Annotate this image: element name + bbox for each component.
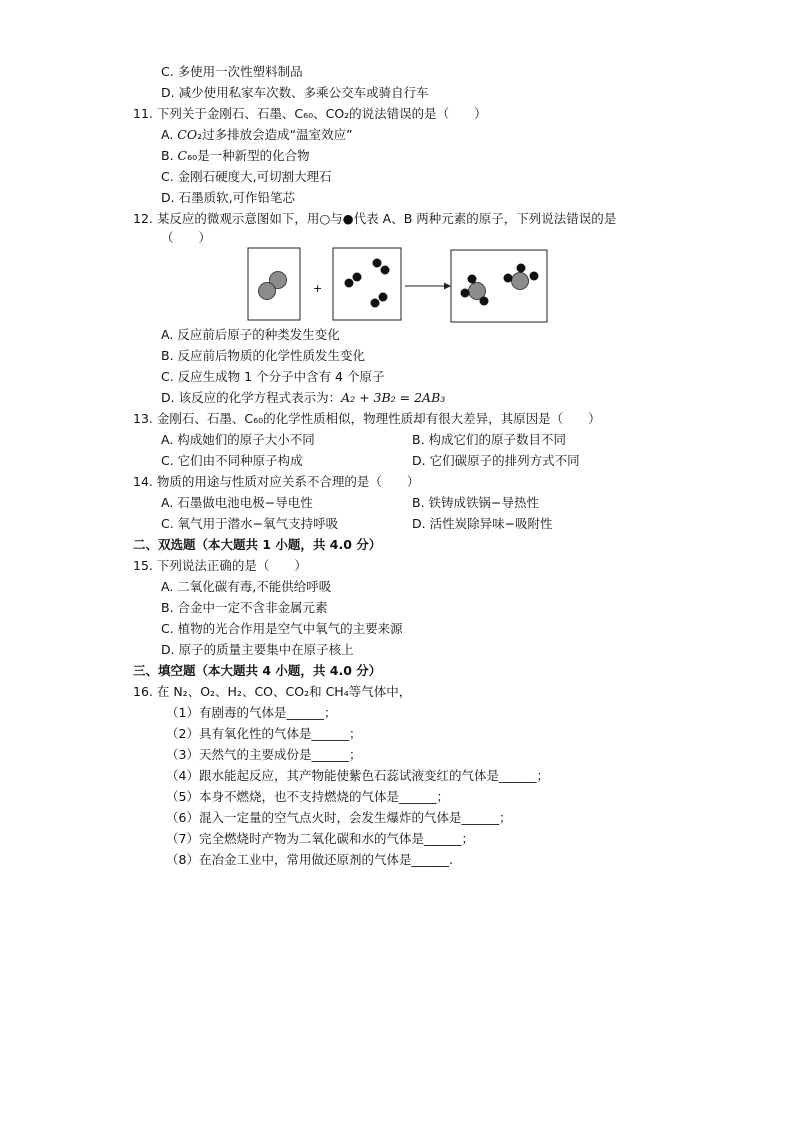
q16-item-7: （7）完全燃烧时产物为二氧化碳和水的气体是______；: [166, 831, 474, 846]
q10-option-d: D. 减少使用私家车次数、多乘公交车或骑自行车: [161, 85, 429, 100]
grey-atom: [259, 283, 276, 300]
q16-item-4: （4）跟水能起反应，其产物能使紫色石蕊试液变红的气体是______；: [166, 768, 549, 783]
black-atom: [353, 273, 362, 282]
black-atom: [371, 299, 380, 308]
q15-option-a: A. 二氧化碳有毒,不能供给呼吸: [161, 579, 332, 594]
q16-item-1: （1）有剧毒的气体是______；: [166, 705, 337, 720]
q14-stem: 14. 物质的用途与性质对应关系不合理的是（ ）: [133, 474, 420, 489]
black-atom: [530, 272, 539, 281]
q15-option-d: D. 原子的质量主要集中在原子核上: [161, 642, 354, 657]
arrow-head: [444, 283, 451, 290]
q16-item-6: （6）混入一定量的空气点火时，会发生爆炸的气体是______；: [166, 810, 512, 825]
q12-option-b: B. 反应前后物质的化学性质发生变化: [161, 348, 366, 363]
q15-option-c: C. 植物的光合作用是空气中氧气的主要来源: [161, 621, 403, 636]
q11-option-b: [161, 148, 310, 164]
option-text: ₆₀是一种新型的化合物: [187, 148, 310, 163]
q13-stem: 13. 金刚石、石墨、C₆₀的化学性质相似，物理性质却有很大差异，其原因是（ ）: [133, 411, 601, 426]
reactant-b-box: [333, 248, 401, 320]
q16-item-8: （8）在冶金工业中，常用做还原剂的气体是______.: [166, 852, 453, 867]
q14-option-a: A. 石墨做电池电极−导电性: [161, 495, 313, 510]
black-atom: [504, 274, 513, 283]
q12-stem: 12. 某反应的微观示意图如下，用○与●代表 A、B 两种元素的原子，下列说法错误的是: [133, 211, 617, 226]
q13-option-b: B. 构成它们的原子数目不同: [412, 432, 567, 447]
q15-option-b: B. 合金中一定不含非金属元素: [161, 600, 328, 615]
q14-option-c: C. 氧气用于潜水−氧气支持呼吸: [161, 516, 339, 531]
black-atom: [468, 275, 477, 284]
black-atom: [381, 266, 390, 275]
black-atom: [345, 279, 354, 288]
reaction-diagram: [240, 246, 560, 326]
q11-option-d: D. 石墨质软,可作铅笔芯: [161, 190, 296, 205]
q12-option-a: A. 反应前后原子的种类发生变化: [161, 327, 340, 342]
math-co: CO: [177, 127, 198, 142]
black-atom: [480, 297, 489, 306]
q15-stem: 15. 下列说法正确的是（ ）: [133, 558, 307, 573]
black-atom: [373, 259, 382, 268]
q12-blank: （ ）: [161, 230, 212, 245]
q12-option-d: [161, 390, 445, 406]
black-atom: [461, 289, 470, 298]
option-letter: A.: [161, 127, 178, 142]
q14-option-b: B. 铁铸成铁锅−导热性: [412, 495, 539, 510]
q16-item-2: （2）具有氧化性的气体是______；: [166, 726, 362, 741]
q16-item-5: （5）本身不燃烧，也不支持燃烧的气体是______；: [166, 789, 449, 804]
q11-option-c: C. 金刚石硬度大,可切割大理石: [161, 169, 332, 184]
q11-option-a: [161, 127, 353, 143]
q12-option-c: C. 反应生成物 1 个分子中含有 4 个原子: [161, 369, 385, 384]
q11-stem: 11. 下列关于金刚石、石墨、C₆₀、CO₂的说法错误的是（ ）: [133, 106, 487, 121]
section-heading-double-choice: 二、双选题（本大题共 1 小题，共 4.0 分）: [133, 537, 382, 552]
q16-item-3: （3）天然气的主要成份是______；: [166, 747, 362, 762]
q13-option-c: C. 它们由不同种原子构成: [161, 453, 303, 468]
grey-atom: [512, 273, 529, 290]
q13-option-a: A. 构成她们的原子大小不同: [161, 432, 315, 447]
q10-option-c: C. 多使用一次性塑料制品: [161, 64, 303, 79]
option-text: ₂过多排放会造成“温室效应”: [197, 127, 353, 142]
q13-option-d: D. 它们碳原子的排列方式不同: [412, 453, 580, 468]
math-c60: C: [177, 148, 188, 163]
plus-sign: +: [313, 282, 323, 295]
section-heading-fill-blank: 三、填空题（本大题共 4 小题，共 4.0 分）: [133, 663, 382, 678]
option-letter: B.: [161, 148, 178, 163]
option-text: D. 该反应的化学方程式表示为：: [161, 390, 342, 405]
black-atom: [517, 264, 526, 273]
black-atom: [379, 293, 388, 302]
q16-stem: 16. 在 N₂、O₂、H₂、CO、CO₂和 CH₄等气体中，: [133, 684, 412, 699]
q14-option-d: D. 活性炭除异味−吸附性: [412, 516, 553, 531]
product-box: [451, 250, 547, 322]
chemical-equation: A₂ + 3B₂ = 2AB₃: [341, 390, 446, 405]
